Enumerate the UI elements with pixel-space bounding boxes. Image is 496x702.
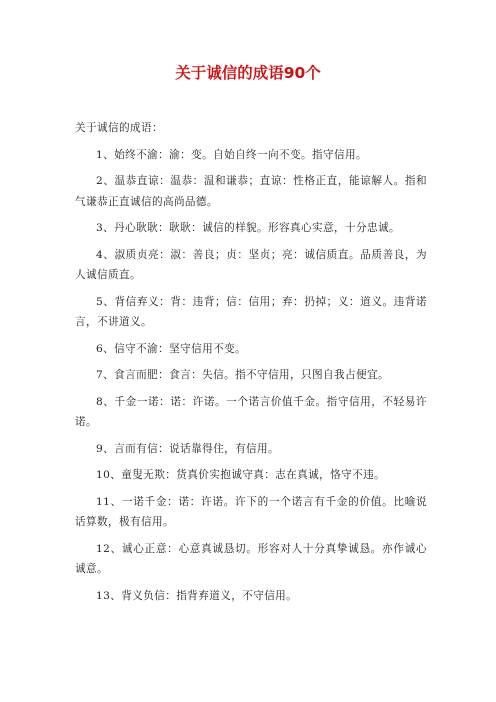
idiom-item-6: 6、信守不渝：坚守信用不变。 xyxy=(96,342,247,355)
idiom-item-2: 2、温恭直谅：温恭：温和谦恭；直谅：性格正直，能谅解人。指和气谦恭正直诚信的高尚品德。 xyxy=(75,175,427,208)
document-title: 关于诚信的成语90个 xyxy=(175,64,321,82)
idiom-item-9: 9、言而有信：说话靠得住，有信用。 xyxy=(96,442,280,455)
idiom-item-12: 12、诚心正意：心意真诚恳切。形容对人十分真挚诚恳。亦作诚心诚意。 xyxy=(75,542,427,575)
idiom-item-13: 13、背义负信：指背弃道义，不守信用。 xyxy=(96,589,298,602)
idiom-item-8: 8、千金一诺：诺：许诺。一个诺言价值千金。指守信用，不轻易许诺。 xyxy=(75,395,427,428)
idiom-item-11: 11、一诺千金：诺：许诺。许下的一个诺言有千金的价值。比喻说话算数，极有信用。 xyxy=(75,495,427,528)
idiom-item-1: 1、始终不渝：渝：变。自始自终一向不变。指守信用。 xyxy=(96,148,367,161)
idiom-item-4: 4、淑质贞亮：淑：善良；贞：坚贞；亮：诚信质直。品质善良，为人诚信质直。 xyxy=(75,248,427,281)
document-body xyxy=(75,118,427,612)
idiom-item-5: 5、背信弃义：背：违背；信：信用；弃：扔掉；义：道义。违背诺言，不讲道义。 xyxy=(75,295,427,328)
idiom-item-3: 3、丹心耿耿：耿耿：诚信的样貌。形容真心实意，十分忠诚。 xyxy=(96,222,400,234)
idiom-item-10: 10、童叟无欺：货真价实抱诚守真：志在真诚，恪守不违。 xyxy=(96,469,386,481)
idiom-item-7: 7、食言而肥：食言：失信。指不守信用，只图自我占便宜。 xyxy=(96,369,389,381)
intro-line: 关于诚信的成语： xyxy=(75,122,163,134)
